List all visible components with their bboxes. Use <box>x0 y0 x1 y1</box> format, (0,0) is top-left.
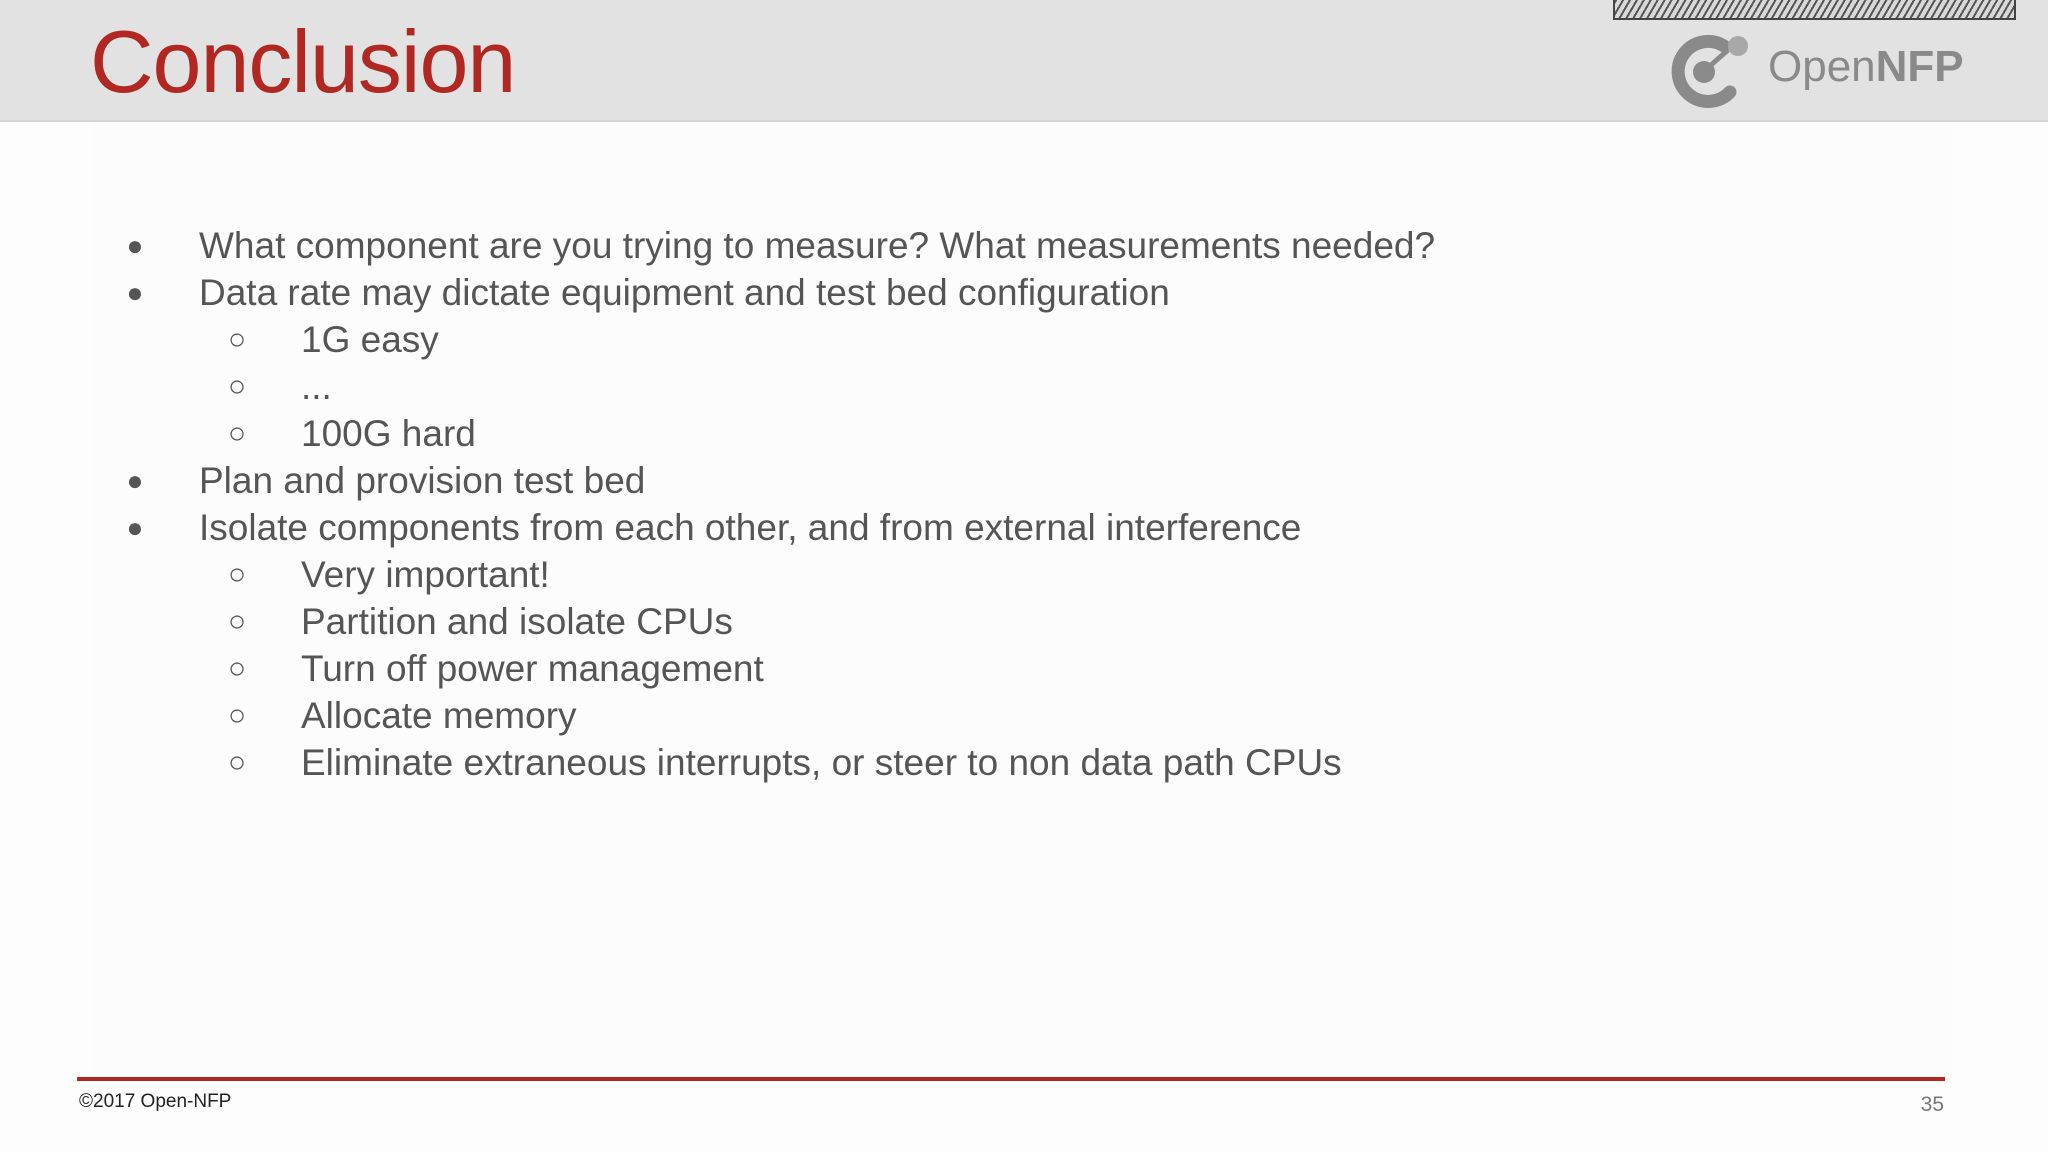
page-number: 35 <box>1920 1093 1944 1116</box>
sub-bullet-text: Very important! <box>301 554 550 595</box>
bullet-marker: ● <box>126 465 144 496</box>
sub-bullet-marker: ○ <box>227 370 247 403</box>
slide-title: Conclusion <box>90 12 516 111</box>
sub-bullet-text: ... <box>301 366 332 407</box>
sub-bullet-text: Eliminate extraneous interrupts, or steer to non data path CPUs <box>301 742 1342 783</box>
opennfp-logo-icon <box>1668 32 1756 110</box>
sub-bullet-marker: ○ <box>227 699 247 732</box>
logo-text-nfp: NFP <box>1875 42 1964 91</box>
bullet-item <box>0 457 1900 504</box>
sub-bullet-item <box>0 645 1900 692</box>
logo-wordmark <box>1768 42 1964 92</box>
sub-bullet-text: Allocate memory <box>301 695 577 736</box>
bullet-text: Plan and provision test bed <box>199 460 646 501</box>
bullet-list <box>0 222 1900 786</box>
sub-bullet-marker: ○ <box>227 558 247 591</box>
bullet-marker: ● <box>126 230 144 261</box>
bullet-marker: ● <box>126 277 144 308</box>
bullet-text: Isolate components from each other, and from external interference <box>199 507 1302 548</box>
bullet-text: What component are you trying to measure? What measurements needed? <box>199 225 1436 266</box>
bullet-item <box>0 269 1900 316</box>
sub-bullet-item <box>0 692 1900 739</box>
sub-bullet-text: Partition and isolate CPUs <box>301 601 733 642</box>
bullet-marker: ● <box>126 512 144 543</box>
sub-bullet-item <box>0 410 1900 457</box>
logo-text-open: Open <box>1768 42 1876 91</box>
opennfp-logo <box>1668 32 1968 110</box>
sub-bullet-text: 100G hard <box>301 413 476 454</box>
bullet-item <box>0 504 1900 551</box>
sub-bullet-marker: ○ <box>227 652 247 685</box>
footer-divider <box>77 1077 1945 1081</box>
sub-bullet-marker: ○ <box>227 605 247 638</box>
sub-bullet-item <box>0 598 1900 645</box>
sub-bullet-text: Turn off power management <box>301 648 764 689</box>
sub-bullet-marker: ○ <box>227 417 247 450</box>
hatched-overlay-strip <box>1613 0 2016 20</box>
footer-copyright: ©2017 Open-NFP <box>79 1091 232 1112</box>
sub-bullet-item <box>0 363 1900 410</box>
bullet-item <box>0 222 1900 269</box>
sub-bullet-marker: ○ <box>227 746 247 779</box>
sub-bullet-text: 1G easy <box>301 319 439 360</box>
sub-bullet-item <box>0 316 1900 363</box>
sub-bullet-item <box>0 739 1900 786</box>
bullet-text: Data rate may dictate equipment and test bed configuration <box>199 272 1170 313</box>
sub-bullet-item <box>0 551 1900 598</box>
sub-bullet-marker: ○ <box>227 323 247 356</box>
